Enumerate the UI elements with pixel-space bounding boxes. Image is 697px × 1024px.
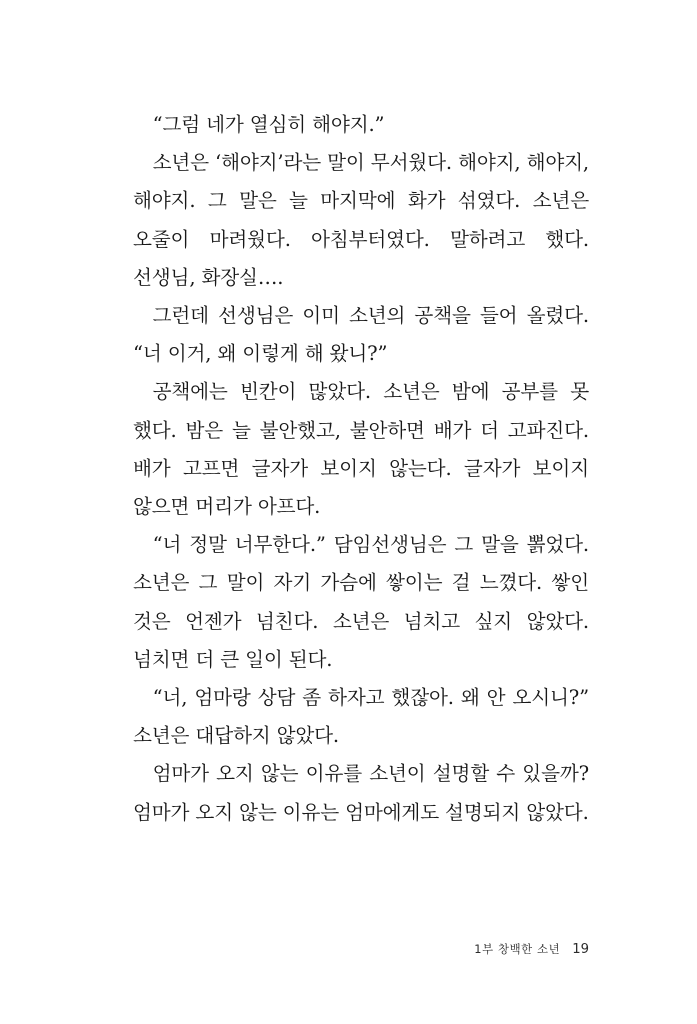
page-footer [0, 936, 697, 962]
running-title: 1부 창백한 소년 [474, 942, 561, 956]
paragraph: 엄마가 오지 않는 이유를 소년이 설명할 수 있을까? 엄마가 오지 않는 이유는 엄마에게도 설명되지 않았다. [133, 762, 589, 824]
paragraph: 소년은 ‘해야지’라는 말이 무서웠다. 해야지, 해야지, 해야지. 그 말은 늘 마지막에 화가 섞였다. 소년은 오줄이 마려웠다. 아침부터였다. 말하려고 했다. 선생님, 화장실…. [133, 151, 589, 289]
body-text-column [133, 106, 589, 832]
paragraph: “그럼 네가 열심히 해야지.” [152, 113, 385, 136]
paragraph: 그런데 선생님은 이미 소년의 공책을 들어 올렸다. “너 이거, 왜 이렇게 해 왔니?” [133, 304, 589, 366]
page-number: 19 [572, 941, 589, 957]
paragraph: 공책에는 빈칸이 많았다. 소년은 밤에 공부를 못 했다. 밤은 늘 불안했고, 불안하면 배가 더 고파진다. 배가 고프면 글자가 보이지 않는다. 글자가 보이지 않으면 머리가 아프다. [133, 380, 589, 519]
paragraph: “너, 엄마랑 상담 좀 하자고 했잖아. 왜 안 오시니?” 소년은 대답하지 않았다. [133, 686, 589, 748]
paragraph: “너 정말 너무한다.” 담임선생님은 그 말을 뽉었다. 소년은 그 말이 자기 가슴에 쌓이는 걸 느꼈다. 쌓인 것은 언젠가 넘친다. 소년은 넘치고 싶지 않았다. 넘치면 더 큰 일이 된다. [133, 533, 589, 671]
